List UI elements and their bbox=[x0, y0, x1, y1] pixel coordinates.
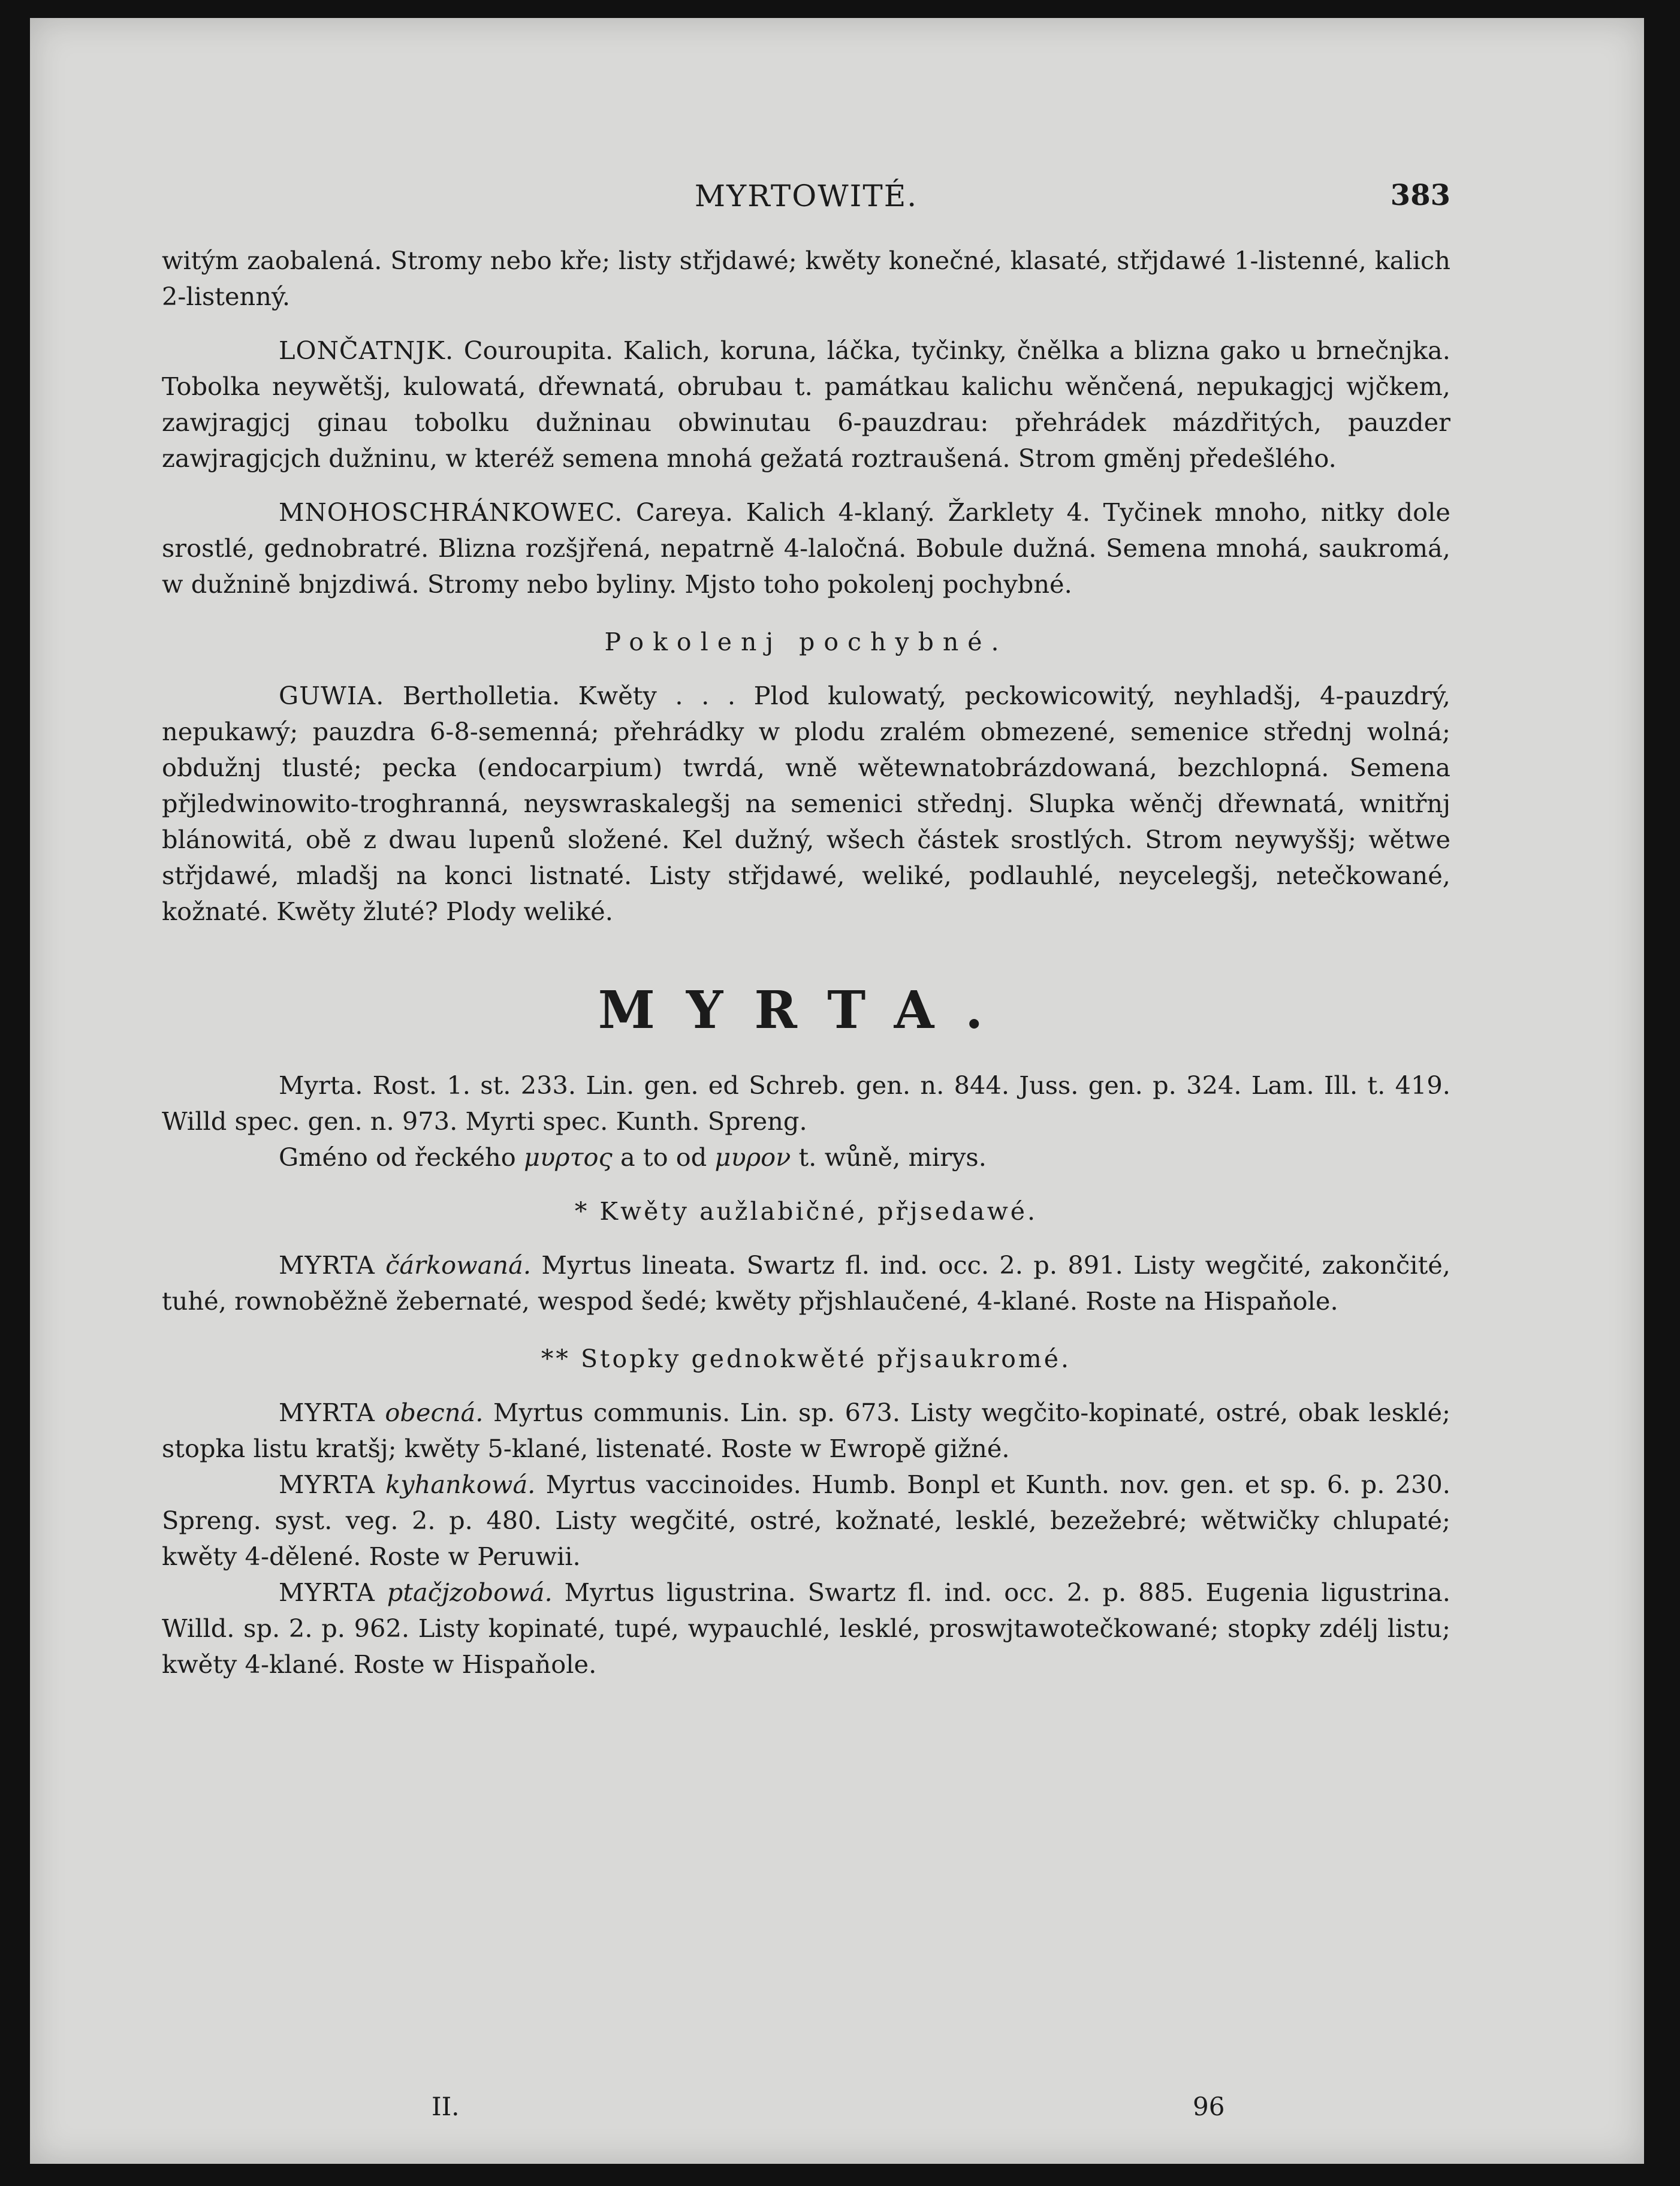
running-title: MYRTOWITÉ. bbox=[694, 179, 918, 213]
species-genus-label: MYRTA bbox=[279, 1250, 375, 1280]
paragraph-text-mnohoschrankowec: Careya. Kalich 4-klaný. Žarklety 4. Tyčinek mnoho, nitky dole srostlé, gednobratré. Blizna rozšjřená, nepatrně 4-laločná. Bobule dužná. Semena mnohá, saukromá, w dužnině bnjzdiwá. Stromy nebo byliny. Mjsto toho pokolenj pochybné. bbox=[162, 497, 1450, 599]
greek-word-myron: μυρον bbox=[714, 1142, 791, 1172]
species-vaccinoides bbox=[162, 1467, 1450, 1575]
species-description: Myrtus communis. Lin. sp. 673. Listy wegčito-kopinaté, ostré, obak lesklé; stopka listu kratšj; kwěty 5-klané, listenaté. Roste w Ewropě gižné. bbox=[162, 1398, 1450, 1463]
species-communis bbox=[162, 1395, 1450, 1467]
species-genus-label: MYRTA bbox=[279, 1398, 375, 1427]
species-genus-label: MYRTA bbox=[279, 1470, 375, 1499]
genus-name-loncatnjk: LONČATNJK. bbox=[279, 336, 454, 365]
page-body bbox=[162, 243, 1450, 1683]
etymology-middle: a to od bbox=[612, 1142, 715, 1172]
paragraph-loncatnjk bbox=[162, 333, 1450, 477]
species-description: Myrtus vaccinoides. Humb. Bonpl et Kunth. nov. gen. et sp. 6. p. 230. Spreng. syst. veg. 2. p. 480. Listy wegčité, ostré, kožnaté, lesklé, bezežebré; wětwičky chlupaté; kwěty 4-dělené. Roste w Peruwii. bbox=[162, 1470, 1450, 1571]
paragraph-text-loncatnjk: Couroupita. Kalich, koruna, láčka, tyčinky, čnělka a blizna gako u brnečnjka. Tobolka neywětšj, kulowatá, dřewnatá, obrubau t. památkau kalichu wěnčená, nepukagjcj wjčkem, zawjragjcj ginau tobolku dužninau obwinutau 6-pauzdrau: přehrádek mázdřitých, pauzder zawjragjcjch dužninu, w kteréž semena mnohá gežatá roztraušená. Strom gměnj předešlého. bbox=[162, 336, 1450, 473]
species-lineata bbox=[162, 1247, 1450, 1319]
genus-title: MYRTA. bbox=[598, 980, 1015, 1041]
genus-etymology bbox=[162, 1139, 1450, 1175]
species-description: Myrtus lineata. Swartz fl. ind. occ. 2. p. 891. Listy wegčité, zakončité, tuhé, rownoběžně žebernaté, wespod šedé; kwěty přjshlaučené, 4-klané. Roste na Hispaňole. bbox=[162, 1250, 1450, 1316]
species-czech-name: kyhankowá. bbox=[375, 1470, 536, 1499]
page-footer bbox=[432, 2092, 1271, 2128]
uncertain-genera-heading: Pokolenj pochybné. bbox=[604, 628, 1008, 656]
sheet-number: 96 bbox=[1193, 2092, 1225, 2121]
signature-mark: II. bbox=[432, 2092, 460, 2121]
paragraph-text-guwia: Bertholletia. Kwěty . . . Plod kulowatý, peckowicowitý, neyhladšj, 4-pauzdrý, nepukawý; pauzdra 6-8-semenná; přehrádky w plodu zralém obmezené, semenice střednj wolná; obdužnj tlusté; pecka (endocarpium) twrdá, wně wětewnatobrázdowaná, bezchlopná. Semena přjledwinowito-troghranná, neyswraskalegšj na semenici střednj. Slupka wěnčj dřewnatá, wnitřnj blánowitá, obě z dwau lupenů složené. Kel dužný, wšech částek srostlých. Strom neywyššj; wětwe střjdawé, mladšj na konci listnaté. Listy střjdawé, weliké, podlauhlé, neycelegšj, netečkowané, kožnaté. Kwěty žluté? Plody weliké. bbox=[162, 681, 1450, 926]
book-page bbox=[30, 18, 1644, 2164]
genus-name-mnohoschrankowec: MNOHOSCHRÁNKOWEC. bbox=[279, 497, 623, 527]
section-heading-pedicels: ** Stopky gednokwěté přjsaukromé. bbox=[541, 1344, 1072, 1373]
genus-references: Myrta. Rost. 1. st. 233. Lin. gen. ed Schreb. gen. n. 844. Juss. gen. p. 324. Lam. Ill. t. 419. Willd spec. gen. n. 973. Myrti spec. Kunth. Spreng. bbox=[162, 1071, 1450, 1136]
species-ligustrina bbox=[162, 1575, 1450, 1683]
species-genus-label: MYRTA bbox=[279, 1578, 375, 1607]
etymology-prefix: Gméno od řeckého bbox=[279, 1142, 524, 1172]
page-number: 383 bbox=[1390, 179, 1450, 212]
species-description: Myrtus ligustrina. Swartz fl. ind. occ. 2. p. 885. Eugenia ligustrina. Willd. sp. 2. p. 962. Listy kopinaté, tupé, wypauchlé, lesklé, proswjtawotečkowané; stopky zdélj listu; kwěty 4-klané. Roste w Hispaňole. bbox=[162, 1578, 1450, 1679]
greek-word-myrtos: μυρτος bbox=[523, 1142, 613, 1172]
species-czech-name: čárkowaná. bbox=[375, 1250, 532, 1280]
species-czech-name: obecná. bbox=[375, 1398, 484, 1427]
section-heading-sessile: * Kwěty aužlabičné, přjsedawé. bbox=[574, 1197, 1038, 1226]
genus-name-guwia: GUWIA. bbox=[279, 681, 385, 710]
page-header bbox=[162, 179, 1450, 227]
paragraph-guwia bbox=[162, 678, 1450, 930]
paragraph-continuation: witým zaobalená. Stromy nebo kře; listy střjdawé; kwěty konečné, klasaté, střjdawé 1-listenné, kalich 2-listenný. bbox=[162, 246, 1450, 311]
etymology-suffix: t. wůně, mirys. bbox=[791, 1142, 987, 1172]
paragraph-mnohoschrankowec bbox=[162, 495, 1450, 602]
species-czech-name: ptačjzobowá. bbox=[375, 1578, 553, 1607]
